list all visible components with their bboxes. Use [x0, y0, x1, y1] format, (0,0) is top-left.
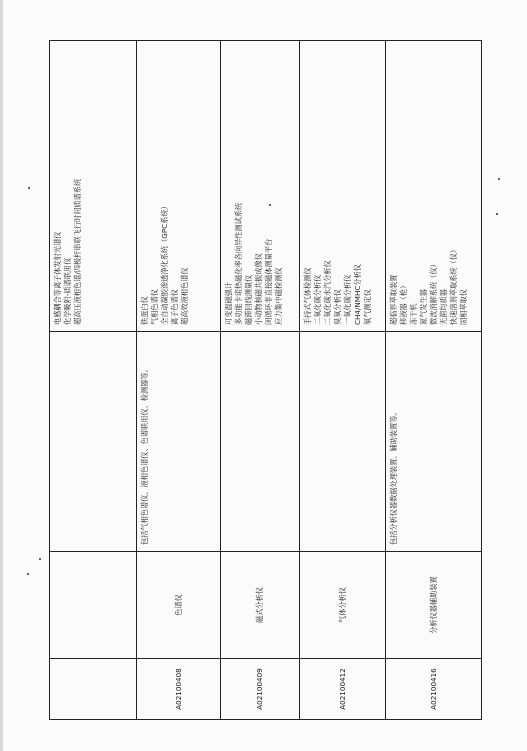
table-row — [136, 41, 220, 719]
equipment-classification-table — [49, 40, 482, 720]
description-cell — [300, 332, 385, 552]
code-cell: A02100408 — [173, 668, 183, 710]
scan-speck — [498, 178, 500, 180]
example-item: 快速溶剂萃取系统（仪） — [449, 245, 458, 325]
example-item: 二氧化碳分析仪 — [313, 274, 322, 325]
code-cell: A02100416 — [428, 668, 438, 710]
example-item: 氡气测定仪 — [363, 289, 372, 325]
table-row — [50, 41, 136, 719]
scan-edge-shadow — [0, 0, 3, 751]
code-cell: A02100409 — [255, 668, 264, 710]
description-cell: 包括气相色谱仪、液相色谱仪、色谱联用仪、检测器等。 — [137, 332, 220, 552]
name-cell: 磁式分析仪 — [221, 552, 299, 659]
example-item: 闭循环非直接磁体测量平台 — [264, 238, 273, 325]
scan-speck — [496, 213, 498, 215]
name-cell — [50, 552, 136, 659]
examples-cell — [300, 41, 385, 332]
name-cell: 气体分析仪 — [300, 552, 385, 659]
scan-speck — [27, 573, 29, 575]
example-item: CH4/NMHC分析仪 — [353, 264, 362, 325]
scan-speck — [39, 558, 41, 560]
examples-cell — [221, 41, 299, 332]
example-item: 氮气发生器 — [419, 289, 428, 325]
code-cell — [50, 659, 136, 719]
example-item: 化学吸附-质谱联用仪 — [63, 257, 72, 325]
examples-cell — [137, 41, 220, 332]
example-item: 臭氧分析仪 — [333, 289, 342, 325]
example-item: 超高压液相色谱/四极杆串联飞行时间质谱系统 — [73, 178, 82, 325]
example-item: 移液器（枪） — [399, 281, 408, 325]
example-item: 超高效液相色谱仪 — [180, 267, 189, 325]
examples-cell — [50, 41, 136, 332]
example-item: 离子色谱仪 — [170, 289, 179, 325]
scan-speck — [28, 187, 30, 189]
example-item: 一氧化碳分析仪 — [343, 274, 352, 325]
example-item: 铁蛋白仪 — [140, 296, 149, 325]
description-cell — [50, 332, 136, 552]
code-cell: A02100412 — [337, 668, 347, 710]
example-item: 微波消解系统（仪） — [429, 260, 438, 325]
example-item: 二氧化碳水汽分析仪 — [323, 260, 332, 325]
description-cell: 包括分析仪器数据处理装置、辅助装置等。 — [386, 332, 481, 552]
example-item: 手持式气体检测仪 — [303, 267, 312, 325]
example-item: 冻干机 — [409, 303, 418, 325]
table-viewport — [49, 40, 482, 720]
example-item: 小动物核磁共振成像仪 — [254, 253, 263, 325]
example-item: 无菌均质器 — [439, 289, 448, 325]
example-item: 电感耦合等离子体发射光谱仪 — [53, 231, 62, 325]
table-row — [220, 41, 299, 719]
example-item: 多功能卡诺热磁化率各向异性测试系统 — [234, 202, 243, 325]
example-item: 气相色谱仪 — [150, 289, 159, 325]
table-row — [299, 41, 385, 719]
example-item: 固相萃取仪 — [459, 289, 468, 325]
example-item: 超临界萃取装置 — [389, 274, 398, 325]
description-cell — [221, 332, 299, 552]
example-item: 磁滞回线测量仪 — [244, 274, 253, 325]
name-cell: 色谱仪 — [137, 552, 220, 659]
example-item: 全自动凝胶渗透净化系统（GPC系统） — [160, 202, 169, 325]
table-row — [385, 41, 481, 719]
example-item: 可变温磁强计 — [224, 281, 233, 325]
example-item: 应力集中磁检测仪 — [274, 267, 283, 325]
name-cell: 分析仪器辅助装置 — [386, 552, 481, 659]
examples-cell — [386, 41, 481, 332]
